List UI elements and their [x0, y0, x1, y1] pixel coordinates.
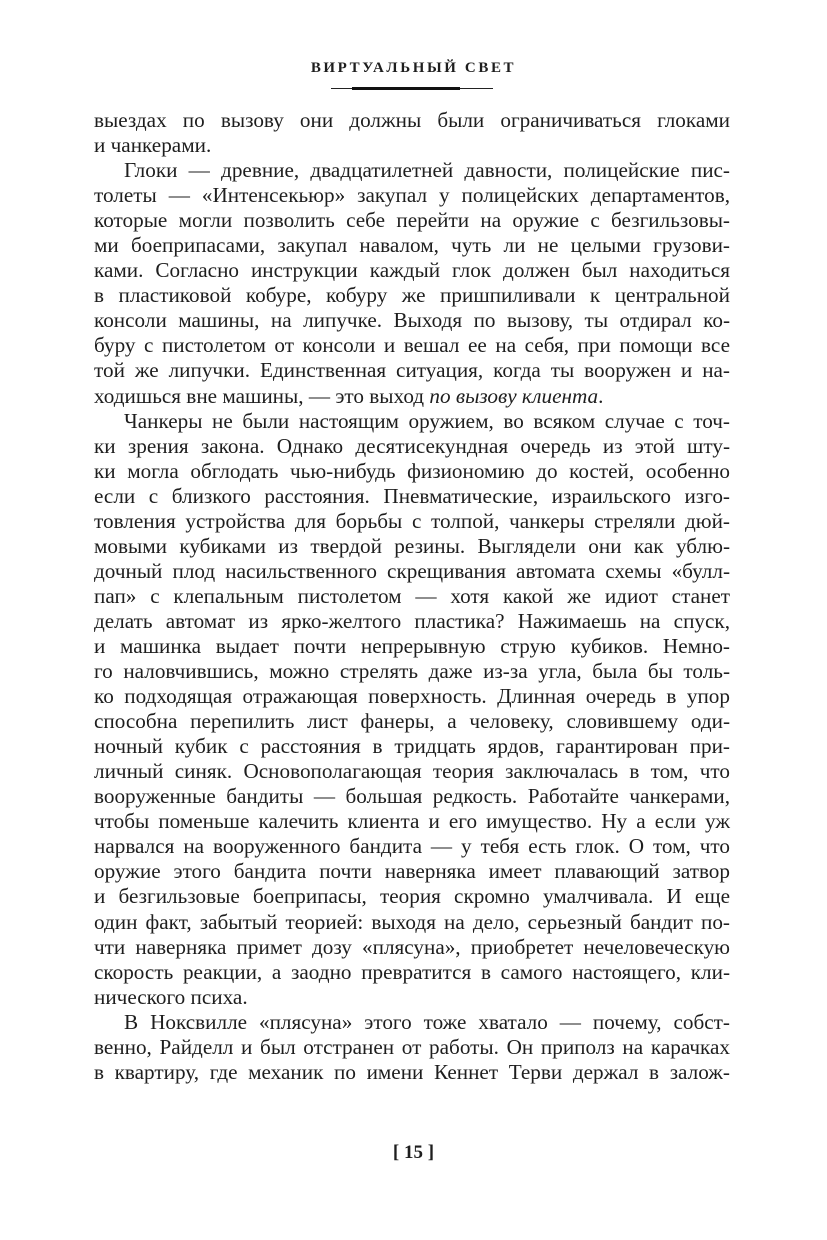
- line-text: ки зрения закона. Однако десятисекундная очередь из этой шту-: [94, 433, 730, 458]
- paragraph-first-line: [94, 158, 730, 183]
- line-text: толеты — «Интенсекьюр» закупал у полицейских департаментов,: [94, 183, 730, 208]
- text-line: [94, 609, 730, 634]
- line-text: оружие этого бандита почти наверняка имеет плавающий затвор: [94, 859, 730, 884]
- line-text: и чанкерами.: [94, 133, 212, 158]
- text-line: [94, 935, 730, 960]
- text-line: [94, 960, 730, 985]
- line-text: мовыми кубиками из твердой резины. Выглядели они как ублю-: [94, 533, 730, 558]
- line-text: делать автомат из ярко-желтого пластика? Нажимаешь на спуск,: [94, 608, 730, 633]
- line-text: дочный плод насильственного скрещивания автомата схемы «булл-: [94, 558, 730, 583]
- text-line: [94, 884, 730, 909]
- text-line: [94, 434, 730, 459]
- line-text: чти наверняка примет дозу «плясуна», приобретет нечеловеческую: [94, 934, 730, 959]
- line-text: вооруженные бандиты — большая редкость. Работайте чанкерами,: [94, 784, 730, 809]
- text-line: [94, 559, 730, 584]
- line-text: буру с пистолетом от консоли и вешал ее на себя, при помощи все: [94, 333, 730, 358]
- line-text: скорость реакции, а заодно превратится в самого настоящего, кли-: [94, 959, 730, 984]
- line-text: нического психа.: [94, 984, 248, 1009]
- header-divider-thick: [352, 87, 460, 90]
- line-text: ко подходящая отражающая поверхность. Длинная очередь в упор: [94, 684, 730, 709]
- running-header: ВИРТУАЛЬНЫЙ СВЕТ: [310, 60, 517, 76]
- line-text: Глоки — древние, двадцатилетней давности, полицейские пис-: [124, 158, 730, 183]
- page-number: [ 15 ]: [392, 1142, 435, 1163]
- line-text: го наловчившись, можно стрелять даже из-за угла, была бы толь-: [94, 659, 730, 684]
- text-line: [94, 283, 730, 308]
- text-line: [94, 459, 730, 484]
- body-text: [94, 108, 730, 1085]
- text-line: [94, 659, 730, 684]
- line-text: Чанкеры не были настоящим оружием, во всяком случае с точ-: [124, 408, 730, 433]
- text-line: [94, 834, 730, 859]
- text-line: [94, 1060, 730, 1085]
- text-line: [94, 584, 730, 609]
- text-line: [94, 534, 730, 559]
- text-line: [94, 1035, 730, 1060]
- text-line: [94, 108, 730, 133]
- line-text: той же липучки. Единственная ситуация, когда ты вооружен и на-: [94, 358, 730, 383]
- text-line: [94, 133, 730, 158]
- line-text: ми боеприпасами, закупал навалом, чуть ли не целыми грузови-: [94, 233, 730, 258]
- text-line: [94, 859, 730, 884]
- line-text: ками. Согласно инструкции каждый глок должен был находиться: [94, 258, 730, 283]
- paragraph-first-line: [94, 1010, 730, 1035]
- text-line: [94, 684, 730, 709]
- text-line: [94, 484, 730, 509]
- line-text: ки могла обглодать чью-нибудь физиономию до костей, особенно: [94, 458, 730, 483]
- text-line: [94, 509, 730, 534]
- line-text: которые могли позволить себе перейти на оружие с безгильзовы-: [94, 208, 730, 233]
- text-line: [94, 233, 730, 258]
- text-line: [94, 809, 730, 834]
- line-text: в квартиру, где механик по имени Кеннет Терви держал в залож-: [94, 1059, 730, 1084]
- text-line: [94, 784, 730, 809]
- text-line: [94, 333, 730, 358]
- paragraph-first-line: [94, 409, 730, 434]
- line-tail: .: [598, 383, 604, 408]
- text-line: [94, 358, 730, 383]
- line-text: В Ноксвилле «плясуна» этого тоже хватало — почему, собст-: [124, 1009, 730, 1034]
- line-text: товления устройства для борьбы с толпой, чанкеры стреляли дюй-: [94, 508, 730, 533]
- line-text: способна перепилить лист фанеры, а человеку, словившему оди-: [94, 709, 730, 734]
- line-text: выездах по вызову они должны были ограничиваться глоками: [94, 108, 730, 132]
- header-divider: [331, 88, 493, 89]
- text-line: [94, 208, 730, 233]
- line-text: в пластиковой кобуре, кобуру же пришпиливали к центральной: [94, 283, 730, 308]
- line-text: если с близкого расстояния. Пневматические, израильского изго-: [94, 483, 730, 508]
- line-text: пап» с клепальным пистолетом — хотя какой же идиот станет: [94, 583, 730, 608]
- line-text: и машинка выдает почти непрерывную струю кубиков. Немно-: [94, 633, 730, 658]
- text-line: [94, 759, 730, 784]
- text-line: [94, 384, 730, 409]
- line-text: венно, Райделл и был отстранен от работы. Он приполз на карачках: [94, 1034, 730, 1059]
- text-line: [94, 308, 730, 333]
- text-line: [94, 709, 730, 734]
- line-text: чтобы поменьше калечить клиента и его имущество. Ну а если уж: [94, 809, 730, 834]
- text-line: [94, 985, 730, 1010]
- text-line: [94, 634, 730, 659]
- text-line: [94, 258, 730, 283]
- text-line: [94, 734, 730, 759]
- italic-emphasis: по вызову клиента: [429, 383, 599, 408]
- text-line: [94, 910, 730, 935]
- line-text: один факт, забытый теорией: выходя на дело, серьезный бандит по-: [94, 909, 730, 934]
- line-text: консоли машины, на липучке. Выходя по вызову, ты отдирал ко-: [94, 308, 730, 333]
- line-text: личный синяк. Основополагающая теория заключалась в том, что: [94, 759, 730, 784]
- line-text: и безгильзовые боеприпасы, теория скромно умалчивала. И еще: [94, 884, 730, 909]
- line-text: ходишься вне машины, — это выход: [94, 383, 430, 408]
- line-text: ночный кубик с расстояния в тридцать ярдов, гарантирован при-: [94, 734, 730, 759]
- text-line: [94, 183, 730, 208]
- line-text: нарвался на вооруженного бандита — у тебя есть глок. О том, что: [94, 834, 730, 859]
